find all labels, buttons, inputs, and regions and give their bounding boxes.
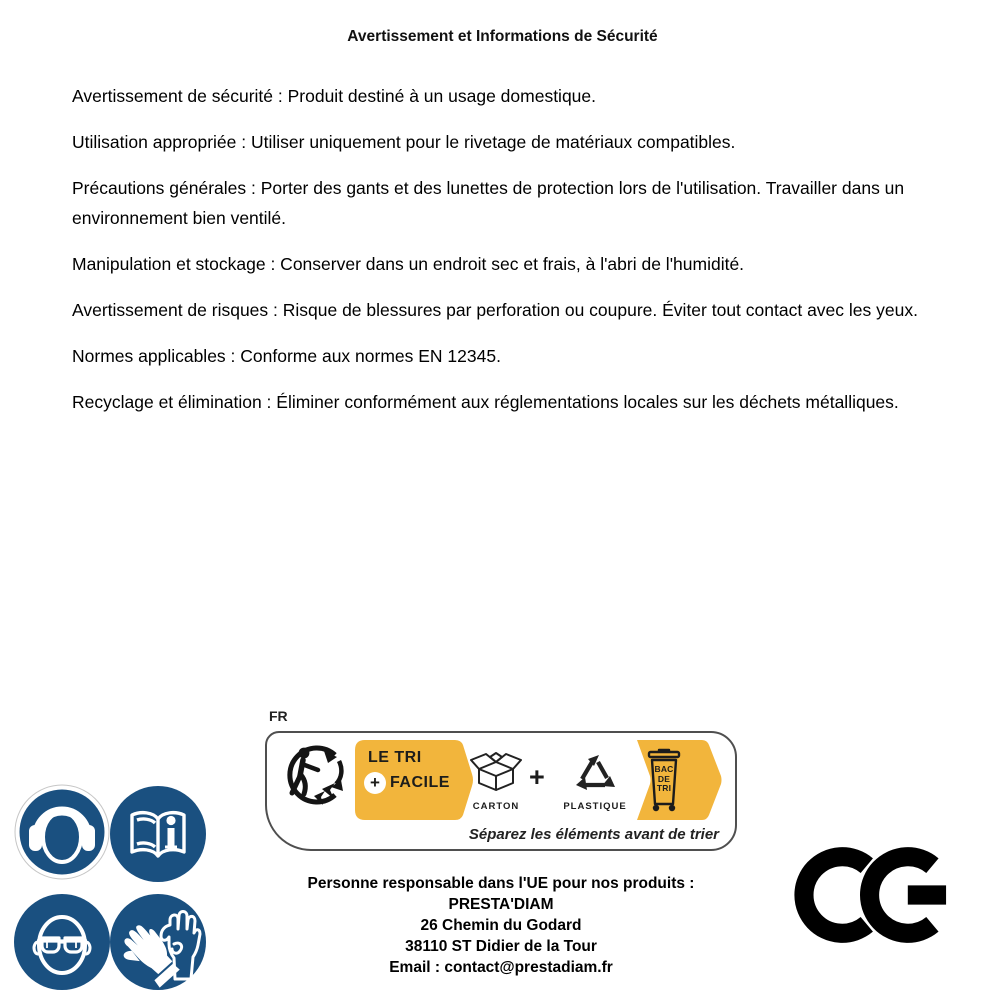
- paragraph-safety-warning: Avertissement de sécurité : Produit destiné à un usage domestique.: [72, 86, 597, 106]
- read-instruction-manual-icon: [110, 786, 206, 882]
- plus-icon: +: [364, 772, 386, 794]
- responsible-intro: Personne responsable dans l'UE pour nos produits :: [307, 875, 695, 892]
- carton-label: CARTON: [472, 801, 520, 812]
- separate-elements-note: Séparez les éléments avant de trier: [468, 826, 719, 843]
- paragraph-general-precautions: Précautions générales : Porter des gants et des lunettes de protection lors de l'utilisation. Travailler dans un environnement bien ventilé.: [72, 178, 905, 228]
- safety-paragraphs: [72, 81, 968, 433]
- plus-separator: +: [529, 762, 545, 792]
- paragraph-applicable-standards: Normes applicables : Conforme aux normes EN 12345.: [72, 346, 501, 366]
- company-name: PRESTA'DIAM: [448, 896, 554, 913]
- info-tri-box: [265, 731, 737, 851]
- le-tri-facile: [364, 749, 450, 794]
- paragraph-risk-warning: Avertissement de risques : Risque de blessures par perforation ou coupure. Éviter tout contact avec les yeux.: [72, 300, 918, 320]
- page-title: Avertissement et Informations de Sécurité: [347, 28, 658, 45]
- recycling-sorting-label: [265, 708, 737, 851]
- wear-protective-gloves-icon: [110, 894, 206, 990]
- contact-email: Email : contact@prestadiam.fr: [389, 959, 613, 976]
- paragraph-recycling-disposal: Recyclage et élimination : Éliminer conformément aux réglementations locales sur les déchets métalliques.: [72, 392, 899, 412]
- carton-box-icon: [469, 749, 523, 795]
- paragraph-handling-storage: Manipulation et stockage : Conserver dans un endroit sec et frais, à l'abri de l'humidité.: [72, 254, 745, 274]
- material-carton: [464, 749, 528, 812]
- country-code: FR: [269, 708, 288, 724]
- material-plastique: [554, 751, 636, 812]
- ce-mark-icon: [793, 840, 957, 950]
- address-city: 38110 ST Didier de la Tour: [405, 938, 597, 955]
- wear-eye-protection-icon: [14, 894, 110, 990]
- triman-icon: [277, 737, 351, 817]
- facile-text: FACILE: [390, 774, 450, 791]
- responsible-person-block: [251, 873, 751, 978]
- wear-ear-protection-icon: [14, 784, 110, 880]
- sorting-band: [355, 740, 725, 820]
- address-street: 26 Chemin du Godard: [420, 917, 582, 934]
- paragraph-appropriate-use: Utilisation appropriée : Utiliser uniquement pour le rivetage de matériaux compatibles.: [72, 132, 736, 152]
- plastique-label: PLASTIQUE: [563, 801, 627, 812]
- le-tri-text: LE TRI: [368, 749, 422, 766]
- bin-label: BAC DE TRI: [654, 764, 674, 793]
- sorting-bin-icon: [646, 748, 682, 812]
- recycling-triangle-icon: [572, 751, 618, 795]
